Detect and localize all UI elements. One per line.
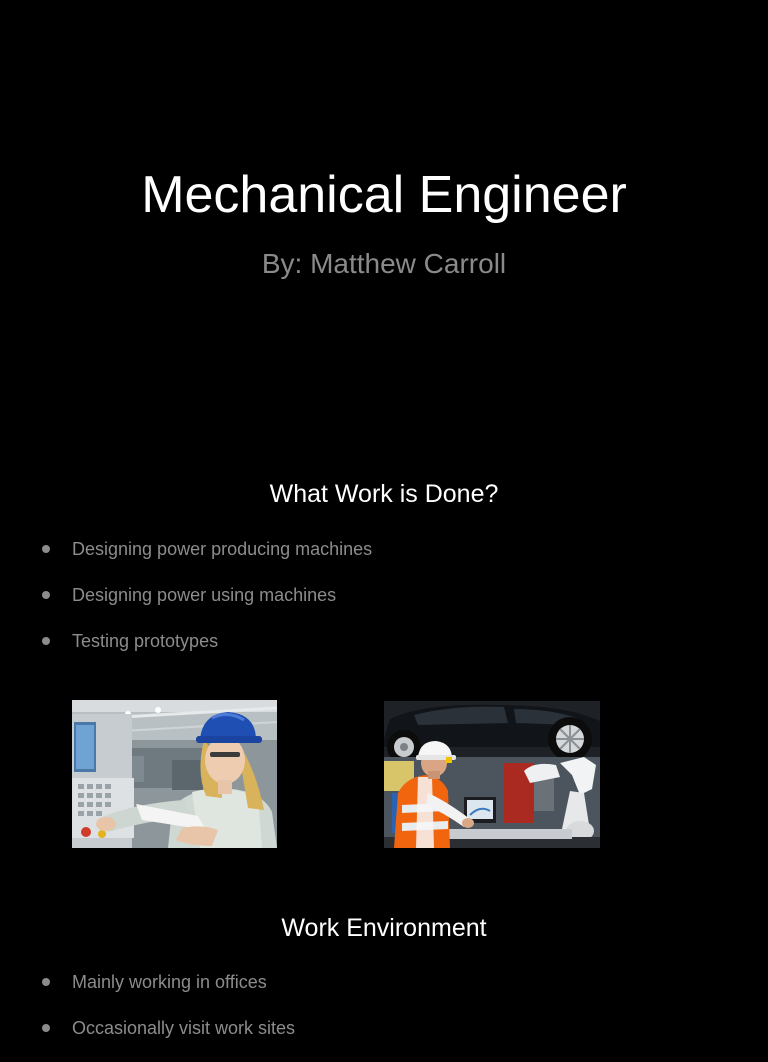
engineer-in-automotive-lab-photo (384, 701, 600, 848)
bullet-dot-icon (42, 1024, 50, 1032)
bullet-dot-icon (42, 545, 50, 553)
engineer-at-control-panel-photo (72, 700, 277, 848)
work-bullet-list (0, 537, 768, 675)
list-item (0, 629, 768, 675)
list-item (0, 1016, 768, 1062)
bullet-dot-icon (42, 978, 50, 986)
list-item-text: Occasionally visit work sites (72, 1018, 296, 1038)
list-item-text: Designing power using machines (72, 585, 337, 605)
bullet-dot-icon (42, 637, 50, 645)
page-title: Mechanical Engineer (141, 166, 627, 224)
section-heading-environment: Work Environment (281, 914, 487, 942)
list-item-text: Mainly working in offices (72, 972, 267, 992)
list-item-text: Testing prototypes (72, 631, 219, 651)
list-item (0, 970, 768, 1016)
list-item-text: Designing power producing machines (72, 539, 373, 559)
list-item (0, 537, 768, 583)
bullet-dot-icon (42, 591, 50, 599)
list-item (0, 583, 768, 629)
section-heading-work: What Work is Done? (269, 480, 499, 508)
author-subtitle: By: Matthew Carroll (261, 248, 507, 279)
environment-bullet-list (0, 970, 768, 1062)
